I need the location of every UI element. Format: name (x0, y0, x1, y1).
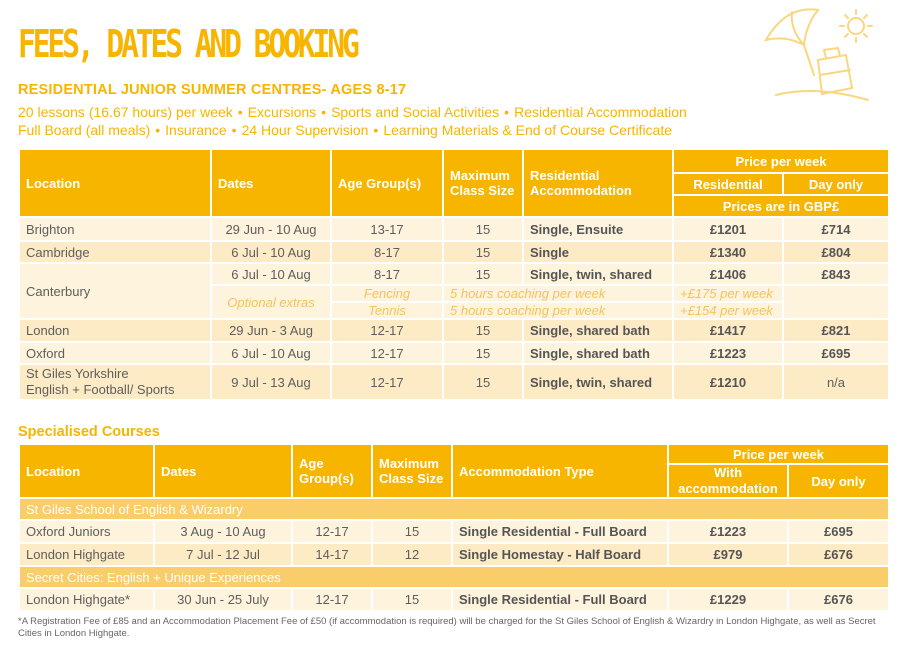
section-band (19, 498, 889, 520)
cell-age: 12-17 (292, 588, 372, 611)
bullet-separator: • (321, 104, 327, 120)
cell-accommodation: Single Residential - Full Board (452, 588, 668, 611)
cell-dates: 6 Jul - 10 Aug (211, 342, 331, 364)
cell-residential-price: £1340 (673, 241, 783, 263)
cell-dates: 6 Jul - 10 Aug (211, 263, 331, 285)
beach-illustration-icon (756, 0, 886, 110)
cell-dates: 3 Aug - 10 Aug (154, 520, 292, 543)
cell-day-price: £676 (788, 543, 889, 566)
cell-dates: 7 Jul - 12 Jul (154, 543, 292, 566)
cell-max: 12 (372, 543, 452, 566)
cell-day-price: £804 (783, 241, 889, 263)
cell-accommodation: Single (523, 241, 673, 263)
page-title: FEES, DATES AND BOOKING (18, 22, 357, 66)
table-row (19, 217, 889, 241)
cell-with-accommodation-price: £979 (668, 543, 788, 566)
cell-residential-price: £1417 (673, 319, 783, 342)
cell-day-price: £676 (788, 588, 889, 611)
cell-day-price: £695 (788, 520, 889, 543)
cell-max: 15 (443, 319, 523, 342)
table-row (19, 241, 889, 263)
cell-max: 15 (443, 241, 523, 263)
col-header-accommodation-type: Accommodation Type (452, 444, 668, 498)
inclusions-line-1 (18, 104, 687, 120)
cell-with-accommodation-price: £1223 (668, 520, 788, 543)
cell-dates: 29 Jun - 3 Aug (211, 319, 331, 342)
inclusion-item: Insurance (165, 122, 227, 138)
cell-with-accommodation-price: £1229 (668, 588, 788, 611)
cell-age: 14-17 (292, 543, 372, 566)
footnote: *A Registration Fee of £85 and an Accommodation Placement Fee of £50 (if accommodation is required) will be charged for the St Giles School of English & Wizardry in London Highgate, as well as Secret Cities in London Highgate. (18, 616, 876, 639)
specialised-courses-table (18, 443, 890, 612)
cell-residential-price: £1406 (673, 263, 783, 285)
cell-age: 12-17 (331, 342, 443, 364)
table-row (19, 342, 889, 364)
section-band-label: St Giles School of English & Wizardry (19, 498, 889, 520)
col-header-price-per-week: Price per week (673, 149, 889, 173)
col-header-dates: Dates (154, 444, 292, 498)
cell-max: 15 (443, 342, 523, 364)
cell-location: Oxford (19, 342, 211, 364)
currency-note: Prices are in GBP£ (673, 195, 889, 217)
cell-max: 15 (443, 217, 523, 241)
table-row (19, 520, 889, 543)
col-header-age: Age Group(s) (331, 149, 443, 217)
cell-max: 15 (372, 520, 452, 543)
cell-day-price: £714 (783, 217, 889, 241)
table-row (19, 543, 889, 566)
section-band (19, 566, 889, 588)
cell-age: 13-17 (331, 217, 443, 241)
cell-residential-price: £1223 (673, 342, 783, 364)
inclusion-item: Residential Accommodation (514, 104, 687, 120)
extra-coaching: 5 hours coaching per week (443, 302, 673, 319)
extra-activity: Tennis (331, 302, 443, 319)
extra-price: +£175 per week (673, 285, 783, 302)
inclusion-item: 20 lessons (16.67 hours) per week (18, 104, 233, 120)
bullet-separator: • (231, 122, 237, 138)
col-header-day-only: Day only (783, 173, 889, 195)
extra-activity: Fencing (331, 285, 443, 302)
cell-residential-price: £1210 (673, 364, 783, 400)
col-header-accommodation: Residential Accommodation (523, 149, 673, 217)
cell-day-price: n/a (783, 364, 889, 400)
cell-max: 15 (443, 364, 523, 400)
table-row-canterbury (19, 263, 889, 285)
cell-dates: 9 Jul - 13 Aug (211, 364, 331, 400)
cell-day-price: £821 (783, 319, 889, 342)
table-row (19, 588, 889, 611)
col-header-day-only: Day only (788, 464, 889, 498)
cell-location: Cambridge (19, 241, 211, 263)
col-header-dates: Dates (211, 149, 331, 217)
cell-age: 8-17 (331, 263, 443, 285)
cell-dates: 29 Jun - 10 Aug (211, 217, 331, 241)
col-header-residential: Residential (673, 173, 783, 195)
cell-accommodation: Single Residential - Full Board (452, 520, 668, 543)
cell-accommodation: Single, Ensuite (523, 217, 673, 241)
cell-accommodation: Single Homestay - Half Board (452, 543, 668, 566)
specialised-courses-heading: Specialised Courses (18, 424, 160, 440)
inclusion-item: 24 Hour Supervision (241, 122, 369, 138)
cell-max: 15 (372, 588, 452, 611)
cell-location: London Highgate (19, 543, 154, 566)
cell-accommodation: Single, twin, shared (523, 364, 673, 400)
inclusion-item: Full Board (all meals) (18, 122, 151, 138)
col-header-price-per-week: Price per week (668, 444, 889, 464)
cell-age: 12-17 (331, 364, 443, 400)
col-header-location: Location (19, 444, 154, 498)
bullet-separator: • (155, 122, 161, 138)
summer-centres-table (18, 148, 890, 401)
cell-residential-price: £1201 (673, 217, 783, 241)
location-line: St Giles Yorkshire (26, 366, 129, 381)
cell-day-price: £695 (783, 342, 889, 364)
col-header-max-class: Maximum Class Size (372, 444, 452, 498)
cell-dates: 30 Jun - 25 July (154, 588, 292, 611)
col-header-with-accommodation: With accommodation (668, 464, 788, 498)
optional-extras-label: Optional extras (211, 285, 331, 319)
section-band-label: Secret Cities: English + Unique Experiences (19, 566, 889, 588)
cell-location: Canterbury (19, 263, 211, 319)
extra-price: +£154 per week (673, 302, 783, 319)
bullet-separator: • (504, 104, 510, 120)
bullet-separator: • (373, 122, 379, 138)
location-line: English + Football/ Sports (26, 382, 175, 397)
cell-location: London Highgate* (19, 588, 154, 611)
col-header-max-class: Maximum Class Size (443, 149, 523, 217)
col-header-age: Age Group(s) (292, 444, 372, 498)
extra-coaching: 5 hours coaching per week (443, 285, 673, 302)
cell-max: 15 (443, 263, 523, 285)
table-row (19, 364, 889, 400)
cell-location: London (19, 319, 211, 342)
cell-location: Oxford Juniors (19, 520, 154, 543)
cell-age: 12-17 (292, 520, 372, 543)
inclusion-item: Excursions (247, 104, 317, 120)
section-subtitle: RESIDENTIAL JUNIOR SUMMER CENTRES- AGES 8-17 (18, 82, 407, 98)
cell-dates: 6 Jul - 10 Aug (211, 241, 331, 263)
cell-age: 12-17 (331, 319, 443, 342)
bullet-separator: • (237, 104, 243, 120)
cell-accommodation: Single, twin, shared (523, 263, 673, 285)
cell-age: 8-17 (331, 241, 443, 263)
inclusion-item: Sports and Social Activities (331, 104, 500, 120)
col-header-location: Location (19, 149, 211, 217)
cell-location: Brighton (19, 217, 211, 241)
inclusion-item: Learning Materials & End of Course Certificate (383, 122, 673, 138)
cell-accommodation: Single, shared bath (523, 319, 673, 342)
cell-day-price: £843 (783, 263, 889, 285)
inclusions-line-2 (18, 122, 672, 138)
table-row (19, 319, 889, 342)
cell-accommodation: Single, shared bath (523, 342, 673, 364)
cell-location (19, 364, 211, 400)
